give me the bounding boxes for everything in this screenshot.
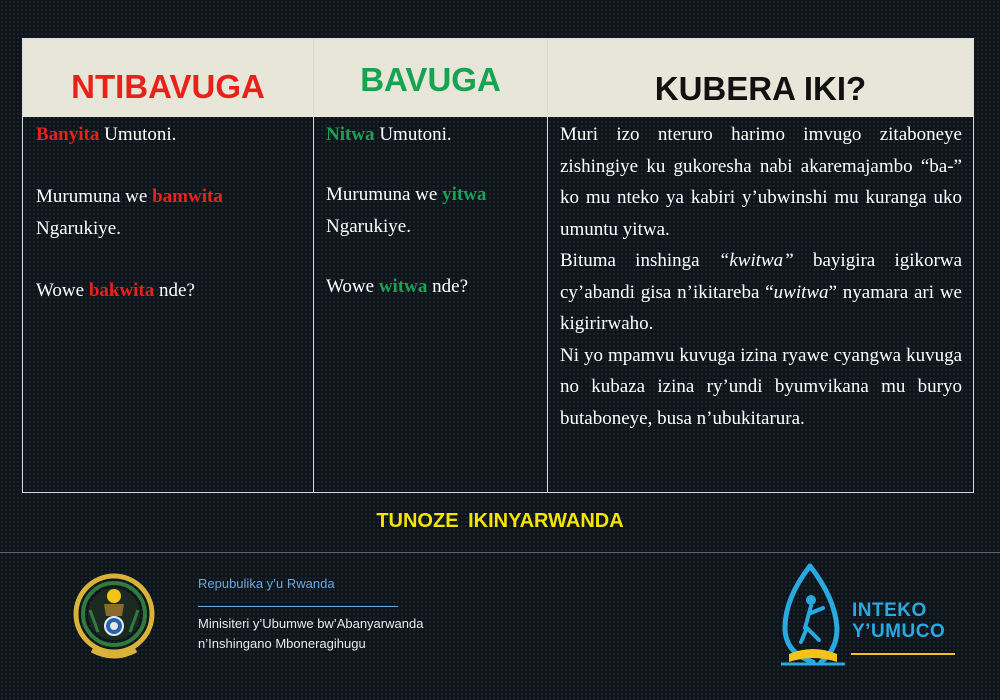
wrong-sentence: Banyita Umutoni.	[36, 124, 177, 145]
logo-text-inteko: INTEKO	[852, 600, 927, 621]
emphasis-uwitwa: uwitwa	[773, 281, 829, 303]
header-bavuga: BAVUGA	[360, 61, 501, 98]
reason-paragraph-2: Bituma inshinga “kwitwa” bayigira igikorwa cy’abandi gisa n’ikitareba “uwitwa” nyamara ari we kigirirwaho.	[560, 250, 963, 334]
header-ntibavuga: NTIBAVUGA	[71, 68, 265, 105]
comparison-table	[22, 38, 974, 493]
wrong-sentence: Wowe bakwita nde?	[36, 280, 195, 301]
reason-paragraph-1: Muri izo nteruro harimo imvugo zitaboneye zishingiye ku gukoresha nabi akaremajambo “ba-” ko mu nteko ya kabiri y’ubwinshi mu kuranga uko umuntu yitwa.	[560, 124, 962, 240]
reason-cell	[560, 119, 962, 434]
ministry-separator	[198, 606, 398, 607]
right-sentence: Murumuna we yitwa Ngarukiye.	[326, 184, 487, 237]
right-sentence: Wowe witwa nde?	[326, 276, 469, 297]
footer-title: TUNOZE IKINYARWANDA	[376, 510, 624, 532]
emphasis-kwitwa: “kwitwa”	[718, 250, 794, 271]
right-usage-cell	[326, 119, 541, 331]
right-word: witwa	[378, 276, 428, 297]
column-divider	[313, 39, 314, 492]
table-header-row	[23, 39, 973, 117]
ministry-name-line-1: Minisiteri y’Ubumwe bw’Abanyarwanda	[198, 616, 424, 631]
wrong-sentence: Murumuna we bamwita Ngarukiye.	[36, 186, 223, 239]
wrong-word: bakwita	[88, 280, 155, 301]
footer-divider	[0, 552, 1000, 553]
rwanda-seal-icon	[72, 570, 156, 662]
logo-text-umuco: Y’UMUCO	[852, 621, 946, 642]
wrong-word: bamwita	[152, 186, 223, 207]
right-word: yitwa	[442, 184, 487, 205]
ministry-name-line-2: n’Inshingano Mboneragihugu	[198, 636, 366, 651]
header-kubera-iki: KUBERA IKI?	[654, 70, 867, 107]
right-sentence: Nitwa Umutoni.	[326, 124, 452, 145]
right-word: Nitwa	[326, 124, 375, 145]
reason-paragraph-3: Ni yo mpamvu kuvuga izina ryawe cyangwa kuvuga no kubaza izina ry’undi byumvikana mu buryo butaboneye, busa n’ubukitarura.	[560, 344, 962, 429]
wrong-usage-cell	[36, 119, 306, 337]
wrong-word: Banyita	[36, 124, 100, 145]
column-divider	[547, 39, 548, 492]
country-name: Repubulika y’u Rwanda	[198, 576, 335, 591]
